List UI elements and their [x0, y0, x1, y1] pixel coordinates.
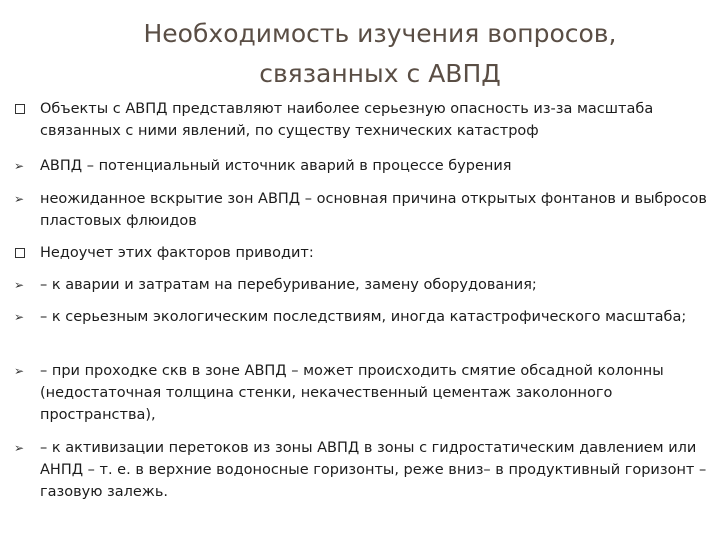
slide-title-line-2: связанных с АВПД: [259, 59, 501, 88]
list-item-text: – к активизации перетоков из зоны АВПД в зоны с гидростатическим давлением или АНПД – т. е. в верхние водоносные горизонты, реже вниз– в продуктивный горизонт – газовую залежь.: [40, 440, 707, 500]
arrow-bullet-icon: ➢: [14, 364, 25, 378]
square-bullet-icon: [15, 248, 25, 258]
arrow-bullet-icon: ➢: [14, 441, 25, 455]
list-item-text: Недоучет этих факторов приводит:: [40, 245, 314, 261]
arrow-bullet-icon: ➢: [14, 159, 25, 173]
list-item-text: – при проходке скв в зоне АВПД – может происходить смятие обсадной колонны (недостаточная толщина стенки, некачественный цементаж заколонного пространства),: [40, 363, 664, 423]
arrow-bullet-icon: ➢: [14, 310, 25, 324]
list-item-text: неожиданное вскрытие зон АВПД – основная причина открытых фонтанов и выбросов пластовых флюидов: [40, 191, 707, 229]
list-item-text: – к серьезным экологическим последствиям, иногда катастрофического масштаба;: [40, 309, 687, 325]
square-bullet-icon: [15, 104, 25, 114]
list-item-text: АВПД – потенциальный источник аварий в процессе бурения: [40, 158, 512, 174]
arrow-bullet-icon: ➢: [14, 192, 25, 206]
arrow-bullet-icon: ➢: [14, 278, 25, 292]
list-item-text: Объекты с АВПД представляют наиболее серьезную опасность из-за масштаба связанных с ними явлений, по существу технических катастроф: [40, 101, 654, 139]
slide-title-line-1: Необходимость изучения вопросов,: [143, 19, 617, 48]
list-item-text: – к аварии и затратам на перебуривание, замену оборудования;: [40, 277, 537, 293]
